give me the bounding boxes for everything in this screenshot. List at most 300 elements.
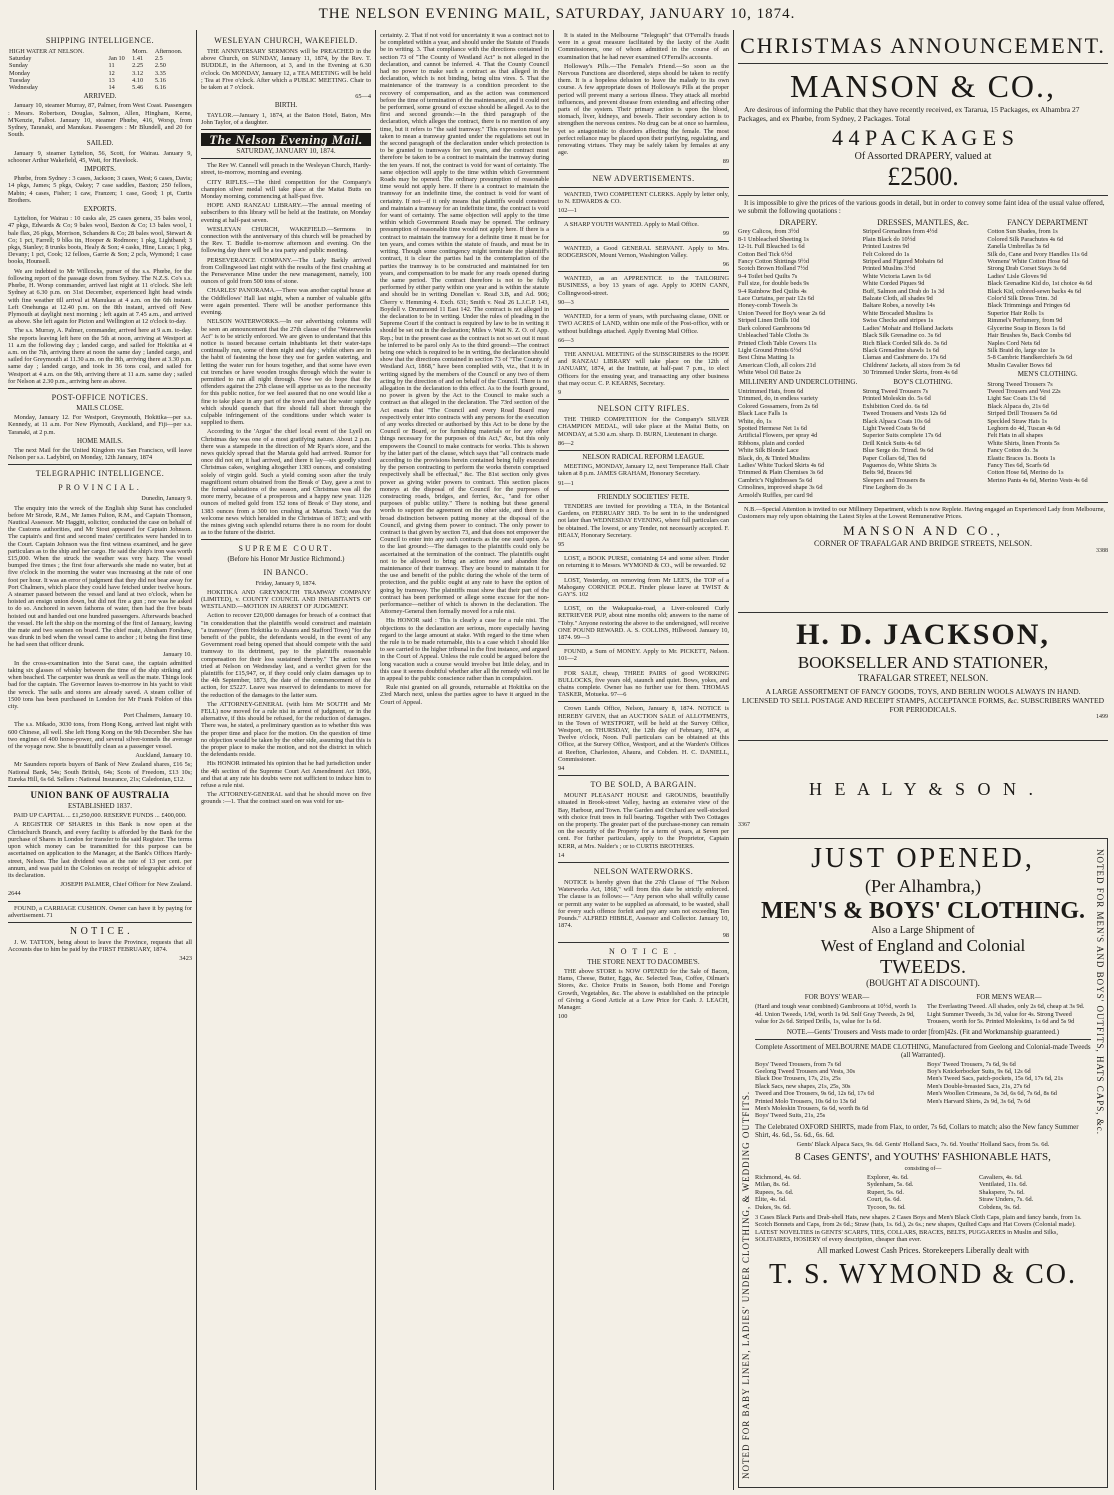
- crown-lands-notice: Crown Lands Office, Nelson, January 8, 1874. NOTICE is HEREBY GIVEN, that an AUCTION SALE of ALLOTMENTS, in the Town of WESTPORT, will be held at the Survey Office, Westport, on THURSDAY, the 12th day of February, 1874, at Twelve o'clock, Noon. Full particulars can be obtained at this Office, at the Survey Office, Westport, and at the Warden's Offices at Reefton, Charleston, Ahaura, and Cobden. H. C. DANIELL, Commissioner.: [558, 705, 729, 763]
- list-item: Ladies' Lisle Gloves 9d: [987, 272, 1047, 280]
- court-heading: SUPREME COURT.: [238, 544, 334, 554]
- bank-established: ESTABLISHED 1837.: [68, 802, 132, 811]
- list-item: Rupert, 5s. 6d.: [867, 1188, 904, 1196]
- list-item: Speckled Straw Hats 1s: [987, 417, 1047, 425]
- tide-header: Afternoon.: [154, 48, 183, 55]
- list-item: Full size, for double beds 9s: [738, 280, 810, 288]
- mens-heading: MEN'S CLOTHING.: [1017, 370, 1078, 379]
- list-item: Paguenos do, White Shirts 3s: [862, 462, 937, 469]
- editorial-paragraph: PERSEVERANCE COMPANY.—The Lady Barkly arrived from Collingwood last night with the results of the first crushing at the Perseverance Mine under the new management, namely, 100 ounces of gold from 500 tons of stone.: [201, 256, 371, 286]
- ad-number: 89: [722, 158, 729, 166]
- list-item: Boys' Tweed Trousers, 7s 6d, 9s 6d: [927, 1060, 1016, 1068]
- list-item: Unbleached Table Cloths 3s: [738, 332, 809, 340]
- dateline: January 10.: [162, 650, 192, 658]
- court-paragraph: His HONOR intimated his opinion that he had jurisdiction under the 4th section of the Supreme Court Act Amendment Act 1866, and that at any rate his doubts were not sufficient to induce him to refuse a rule nisi.: [201, 760, 371, 790]
- ad-number: 2644: [8, 890, 21, 898]
- wymond-tweeds: TWEEDS.: [879, 956, 967, 978]
- list-item: Lace Curtains, per pair 12s 6d: [738, 295, 814, 303]
- court-continued: His HONOR said : This is clearly a case for a rule nisi. The objections to the declaration are serious, more especially having regard to the large amount at stake. With regard to the time when the rule is to be made returnable, this is a case which I should like to see carried to the higher tribunal in the first instance, and argued in the Court of Appeal. Unless the rule could be argued before the long vacation such a course would involve but little delay, and in this case it seems doubtful whether after all the remedy will not lie in appeal to the public conscience rather than in compulsion.: [380, 617, 549, 683]
- list-item: Striped and Figured Mohairs 6d: [862, 258, 944, 266]
- wymond-boys-heading: FOR BOYS' WEAR—: [804, 993, 870, 1001]
- table-row: Sunday 11 2.25 2.50: [9, 62, 166, 70]
- wymond-clothing-head: MEN'S & BOYS' CLOTHING.: [760, 898, 1086, 924]
- wymond-west: West of England and Colonial: [820, 936, 1026, 955]
- manson-subtext: It is impossible to give the prices of the various goods in detail, but in order to convey some faint idea of the usual value offered, we submit the following quotations :: [738, 199, 1105, 215]
- arrived-heading: ARRIVED.: [83, 92, 117, 101]
- list-item: Black Lace Falls 1s: [738, 410, 788, 418]
- list-item: Men's Double-breasted Sacs, 21s, 27s 6d: [927, 1082, 1031, 1090]
- price-list: [738, 388, 859, 499]
- list-item: Black Grenadine shawls 1s 6d: [862, 346, 939, 354]
- wymond-side-text-right: NOTED FOR MEN'S AND BOYS' OUTFITS, HATS CAPS, &c.: [1095, 849, 1105, 1136]
- list-item: Black Grenadine Kid do, 1st choice 4s 6d: [987, 280, 1093, 288]
- ad-number: 66—3: [558, 336, 574, 344]
- list-item: Black Trimmings and Fringes 6d: [987, 302, 1071, 310]
- list-item: Light Sac Coats 13s 6d: [987, 395, 1046, 403]
- list-item: Court, 6s. 6d.: [867, 1196, 902, 1204]
- fete-text: TENDERS are invited for providing a TEA, in the Botanical Gardens, on FEBRUARY 3RD. To be sent in to the undersigned not later than WEDNESDAY EVENING, where full particulars can be obtained. The lowest, or any Tender, not necessarily accepted. F. HEALY, Honorary Secretary.: [558, 502, 729, 539]
- list-item: Fancy Ties 6d, Scarfs 6d: [987, 462, 1050, 469]
- list-item: 8-1 Unbleached Sheeting 1s: [738, 235, 809, 243]
- list-item: Drill Knick Suits 4s 6d: [862, 439, 921, 447]
- list-item: White Corded Piques 9d: [862, 280, 925, 288]
- wymond-oxford: The Celebrated OXFORD SHIRTS, made from Flax, to order, 7s 6d, Collars to match; also the New fancy Summer Shirt, 4s. 6d., 5s. 6d., 6s. 6d.: [755, 1122, 1079, 1139]
- list-item: Ladies' Mohair and Holland Jackets: [862, 324, 953, 332]
- jackson-advertisement: [738, 612, 1108, 732]
- dateline: Port Chalmers, January 10.: [123, 712, 192, 720]
- table-row: Wednesday 14 5.46 6.16: [9, 84, 166, 92]
- waterworks-text: NOTICE is hereby given that the 27th Clause of "The Nelson Waterworks Act, 1868," will from this date be strictly enforced. The clause is as follows:— "Any person who shall wilfully cause or permit any water to be supplied as aforesaid, to be wasted, shall for every such offence forfeit and pay any sum not exceeding Ten Pounds." ALFRED HIBBLE, Assessor and Collector. January 10, 1874.: [558, 879, 729, 930]
- shipping-heading: SHIPPING INTELLIGENCE.: [45, 36, 155, 45]
- list-item: Dark colored Gambroons 9d: [738, 324, 810, 332]
- manson-assorted: Of Assorted DRAPERY, valued at: [854, 151, 992, 162]
- list-item: White Shirts, linen Fronts 5s: [987, 439, 1060, 447]
- list-item: Black, do, & Tinted Muslins: [738, 454, 810, 462]
- column-4: [558, 32, 729, 1492]
- home-mails-heading: HOME MAILS.: [77, 436, 123, 445]
- editorial-paragraph: According to the 'Argus' the chief local event of the Lyell on Christmas day was one of a most gratifying nature. About 2 p.m. there was a stampede in the direction of Mr Ryan's store, and the news quickly spread that the Maruia gold had arrived. Rumor for once did not err, it had arrived, and there it lay—six goodly sized Christmas cakes, weighing altogether 1383 ounces, and consisting solely of virgin gold. Such a yield coming soon after the truly magnificent return obtained from the Break o' Day, gave a zest to the formal salutations of the season, and Christmas was all the more merry, because of a prosperous and a happy new year. 1126 ounces of melted gold from 152 tons of Break o' Day stone, and 1383 ounces from a 300 ton crushing at Maruia. Such was the welcome news which heralded in the Christmas of 1873; and with the mines giving such splendid returns there is no room for doubt as to the future of the district.: [201, 428, 371, 537]
- jackson-name: H. D. JACKSON,: [796, 618, 1050, 651]
- list-item: Boy's Knickerbocker Suits, 9s 6d, 12s 6d: [927, 1068, 1031, 1076]
- wymond-men-heading: FOR MEN'S WEAR—: [976, 993, 1042, 1001]
- provincial-text: Mr Saunders reports buyers of Bank of New Zealand shares, £16 5s; National Bank, 54s; South British, 64s; Scots of Freedom, £13 10s; Eureka Hill, 6s 6d. Sellers : National Insurance, 21s; Caledonian, £12.: [8, 761, 192, 783]
- list-item: Felt Hats in all shapes: [987, 432, 1043, 440]
- list-item: American Cloth, all colors 21d: [738, 361, 816, 369]
- list-item: Dukes, 9s. 6d.: [755, 1203, 791, 1211]
- list-item: Men's Moleskin Trousers, 6s 6d, worth 8s 6d: [755, 1105, 869, 1113]
- ad-number: 95: [558, 540, 565, 548]
- wymond-boys-text: (Hard and tough wear combined) Gambroons at 10½d, worth 1s 4d. Union Tweeds, 1/9d, worth 1s 9d. Snlf Gray Tweeds, 2s 9d, value for 2s 6d. Striped Drills, 1s, value for 1s 6d.: [755, 1003, 917, 1026]
- list-item: Honey-comb Towels 3s: [738, 302, 798, 310]
- arrived-text: January 10, steamer Murray, 87, Palmer, from West Coast. Passengers : Messrs. Robertson, Douglas, Salmon, Allen, Hingham, Kerne, M'Kenzie, Falbot. January 10, steamer Phœbe, 416, Worsp, from Sydney, Taranaki, and Manukau. Passengers : Mr Blundell, and 20 for South.: [8, 102, 192, 139]
- tide-table: [8, 48, 192, 91]
- bank-text: A REGISTER OF SHARES in this Bank is now open at the Christchurch Branch, and every facility is afforded by the Bank for the purchase of Shares in London for transfer to the said Register. The terms upon which money can be transmitted for this purpose can be ascertained on application to the Manager, at the Bank's Offices Hardy-street, Nelson. The last dividend was at the rate of 13 per cent. per annum, and was paid in the Colonies on receipt of telegraphic advice of its declaration.: [8, 821, 192, 879]
- wymond-alpaca: Gents' Black Alpaca Sacs, 9s. 6d. Gents' Holland Sacs, 7s. 6d. Youths' Holland Sacs, from 5s. 6d.: [796, 1140, 1050, 1148]
- list-item: Grey Calicos, from 3½d: [738, 228, 800, 236]
- manson-title: CHRISTMAS ANNOUNCEMENT.: [740, 33, 1106, 58]
- list-item: Light Tweed Coats 9s 6d: [862, 424, 926, 432]
- wymond-advertisement: [738, 838, 1108, 1488]
- list-item: Trimmed, do, in endless variety: [738, 395, 818, 403]
- list-item: Hair Brushes 9s, Back Combs 6d: [987, 332, 1071, 340]
- column-1: [8, 32, 192, 1492]
- ad-number: 9: [558, 388, 562, 396]
- manson-name: MANSON & CO.,: [789, 68, 1057, 104]
- list-item: Cotton Bed Tick 6½d: [738, 250, 793, 258]
- ad-number: 96: [722, 261, 729, 269]
- exports-heading: EXPORTS.: [83, 205, 117, 214]
- news-paragraph: It is stated in the Melbourne "Telegraph" that O'Ferrall's frauds were in a great measure facilitated by the laxity of the Audit Commissioners, one of whom admitted in the course of an examination that he had never examined O'Ferrall's accounts.: [558, 32, 729, 61]
- provincial-text: The s.s. Mikado, 3030 tons, from Hong Kong, arrived last night with 600 Chinese, all well. She left Hong Kong on the 9th December. She has two engines of 400 horse-power, and several silver-tonnels the average of the voyage now. She is beautifully clean as a passenger vessel.: [8, 721, 192, 751]
- price-list: [738, 228, 859, 376]
- list-item: Cavaliers, 4s. 6d.: [979, 1173, 1023, 1181]
- list-item: Black Alpaca do, 21s 6d: [987, 402, 1049, 410]
- wesleyan-text: THE ANNIVERSARY SERMONS will be PREACHED in the above Church, on SUNDAY, January 11, 1874, by the Rev. T. BUDDLE, in the Afternoon, at 3, and in the Evening at 6.30 o'clock. On MONDAY, January 12, a TEA MEETING will be held ; Tea at Five o'clock. After which a PUBLIC MEETING. Chair to be taken at 7 o'clock.: [201, 48, 371, 92]
- list-item: Baltare Robes, a novelty 14s: [862, 302, 935, 310]
- list-item: Color'd Silk Dress Trim. 3d: [987, 295, 1057, 303]
- list-item: Superior Suits complete 17s 6d: [862, 432, 942, 440]
- list-item: Printed Cloth Table Covers 11s: [738, 339, 817, 347]
- manson-fancy-col: [987, 217, 1108, 499]
- list-item: Ladies' White Tucked Skirts 4s 6d: [738, 462, 825, 469]
- list-item: Men's Harvard Shirts, 2s 9d, 3s 6d, 7s 6d: [927, 1097, 1031, 1105]
- list-item: Boys' Tweed Suits, 21s, 25s: [755, 1112, 826, 1120]
- list-item: Cotton Sun Shades, from 1s: [987, 228, 1058, 236]
- jackson-street: TRAFALGAR STREET, NELSON.: [857, 673, 989, 683]
- tide-header: Morn.: [132, 48, 148, 55]
- list-item: Striped Linen Drills 10d: [738, 317, 800, 325]
- list-item: Elite, 4s. 6d.: [755, 1196, 787, 1204]
- rifles-heading: NELSON CITY RIFLES.: [597, 404, 690, 414]
- list-item: Colored Gossamers, from 2s 6d: [738, 402, 818, 410]
- list-item: Zanella Umbrellas 3s 6d: [987, 243, 1050, 251]
- lost-ad: LOST, Yesterday, on removing from Mr LEE'S, the TOP of a Mahogany CORNICE POLE. Finder please leave at TWIST & GAY'S. 102: [558, 576, 729, 598]
- price-list: [987, 381, 1108, 485]
- list-item: Black Doe Trousers, 17s, 21s, 25s: [755, 1075, 841, 1083]
- lost-ad: LOST, a BOOK PURSE, containing £4 and some silver. Finder on returning it to Messrs. WYMOND & CO., will be rewarded. 92: [558, 555, 729, 570]
- shipping-news: The s.s. Murray, A. Palmer, commander, arrived here at 9 a.m. to-day. She reports leaving left here on the 5th at noon, arriving at Westport at 11 a.m the following day ; landed cargo, and sailed for Hokitika at 4 a.m. on the 7th, arriving there at noon the same day ; landed cargo, and sailed for Greymouth at 11.30 a.m. on the 8th, arriving there at 3.30 p.m. same day ; landed cargo, and took in 36 tons coal, and sailed for Westport at 4 a.m. on the 9th, arriving there at 11 a.m. same day ; sailed for Nelson at 2.30 p.m., arriving here as above.: [8, 327, 192, 385]
- jackson-line: A LARGE ASSORTMENT OF FANCY GOODS, TOYS, AND BERLIN WOOLS ALWAYS IN HAND.: [765, 687, 1081, 696]
- banco-heading: IN BANCO.: [263, 567, 309, 577]
- list-item: Superior Hair Rolls 1s: [987, 309, 1044, 317]
- list-item: Rupees, 5s. 6d.: [755, 1188, 794, 1196]
- list-item: Glycerine Soap in Boxes 1s 6d: [987, 324, 1066, 332]
- wymond-head: JUST OPENED,: [811, 843, 1035, 874]
- classified-ad: WANTED, a Good GENERAL SERVANT. Apply to Mrs. RODGERSON, Mount Vernon, Washington Valley.: [558, 244, 729, 259]
- list-item: Tweed Trousers and Vest 22s: [987, 387, 1061, 395]
- list-item: Felt Colored do 1s: [862, 250, 910, 258]
- list-item: Silk Braid do, large size 1s: [987, 346, 1056, 354]
- notice-heading: N O T I C E .: [608, 946, 679, 956]
- ad-number: 102—1: [558, 207, 577, 215]
- list-item: White Brocaded Muslins 1s: [862, 309, 933, 317]
- healy-name: H E A L Y & S O N .: [808, 779, 1037, 799]
- list-item: Cotton Hose 6d, Merino do 1s: [987, 469, 1064, 477]
- list-item: Elastic Braces 1s. Boots 1s: [987, 454, 1056, 462]
- list-item: Leghorn do 4d, Tuscan 4s 6d: [987, 424, 1061, 432]
- list-item: Tweed Trousers and Vests 12s 6d: [862, 410, 947, 418]
- list-item: Men's Tweed Sacs, patch-pockets, 15s 6d, 17s 6d, 21s: [927, 1075, 1063, 1083]
- list-item: Ventilated, 11s. 6d.: [979, 1181, 1028, 1189]
- list-item: Straw Unders, 7s. 6d.: [979, 1196, 1034, 1204]
- wymond-note: NOTE.—Gents' Trousers and Vests made to order [from]42s. (Fit and Workmanship guaranteed.): [786, 1027, 1060, 1036]
- manson-nb: N.B.—Special Attention is invited to our Millinery Department, which is now Replete. Having engaged an Experienced Lady from Melbourne, Customers may rely upon obtaining the Latest Styles at the Lowest Remunerative Prices.: [738, 506, 1106, 521]
- wymond-list: [755, 1061, 919, 1120]
- manson-footer: MANSON AND CO.,: [843, 522, 1003, 538]
- ad-number: 3423: [179, 955, 192, 963]
- column-rule: [375, 30, 376, 1490]
- new-ads-heading: NEW ADVERTISEMENTS.: [592, 173, 695, 183]
- court-subheading: (Before his Honor Mr Justice Richmond.): [227, 555, 345, 564]
- list-item: 9-4 Rainbow Bed Quilts 4s: [738, 287, 807, 295]
- list-item: Fancy Cotton Shirtings 9½d: [738, 258, 810, 266]
- manson-advertisement: [738, 32, 1108, 602]
- list-item: 9-4 Toilet bed Quilts 7s: [738, 272, 798, 280]
- list-item: Naples Cord Nets 6d: [987, 339, 1040, 347]
- wymond-men-text: The Everlasting Tweed. All shades, only 2s 6d, cheap at 3s 9d. Light Summer Tweeds, 3s 3d, value for 4s. Strong Tweed Trousers, worth for 5s. Printed Moleskins, 1s 6d and 5s 9d: [927, 1003, 1085, 1026]
- court-paragraph: The ATTORNEY-GENERAL (with him Mr SOUTH and Mr FELL) now moved for a rule nisi in arrest of judgment, or in the alternative, if this should be refused, for the reduction of damages. There was, he stated, a preliminary question as to whether this was the proper time and place for the motion. On the question of time no objection would be taken by the other side, assuming that this is the proper place to make the motion, and not the district in which the defendants reside.: [201, 700, 371, 759]
- table-row: Saturday Jan 10 1.41 2.5: [9, 55, 163, 63]
- list-item: 30 Trimmed Under Skirts, from 4s 6d: [862, 369, 958, 377]
- list-item: Spotted Hermese Net 1s 6d: [738, 424, 807, 432]
- list-item: Black Silk Grenadine co. 3s 6d: [862, 332, 942, 340]
- wymond-hats-list: [755, 1174, 1091, 1211]
- list-item: Black Sacs, new shapes, 21s, 25s, 30s: [755, 1082, 851, 1090]
- wymond-also: Also a Large Shipment of: [871, 925, 975, 936]
- waterworks-heading: NELSON WATERWORKS.: [593, 867, 694, 877]
- column-rule: [733, 30, 734, 1490]
- editorial-paragraph: CITY RIFLES.—The third competition for the Company's champion silver medal will take place at the Maitai Butts on Monday morning, commencing at half-past five.: [201, 178, 371, 201]
- fancy-heading: FANCY DEPARTMENT: [1007, 218, 1089, 227]
- list-item: Belts 9d, Braces 9d: [862, 469, 912, 477]
- jackson-trade: BOOKSELLER AND STATIONER,: [797, 653, 1049, 672]
- boys-heading: BOY'S CLOTHING.: [893, 377, 953, 386]
- court-paragraph: Action to recover £20,000 damages for breach of a contract that "in consideration that the plaintiffs would construct and maintain "a tramway" (from Hokitika to Ahaura and Stafford Town) "for the benefit of the public, the defendants would, in the event of any Government road being opened that should compete with the said tramway to its detriment, pay to the plaintiffs reasonable compensation for their loss sustained thereby." The action was tried at Nelson on Wednesday last, and a verdict given for the plaintiffs for £15,947, or, if they could only claim damages up to the 4th September, 1873, the date of the commencement of the action, for £5227. Leave was reserved to defendants to move for the reduction of the damages to the latter sum.: [201, 612, 371, 699]
- list-item: Sleepers and Trousers 8s: [862, 476, 926, 484]
- ad-number: 14: [558, 851, 565, 859]
- bargain-heading: TO BE SOLD, A BARGAIN.: [590, 780, 697, 790]
- radical-text: MEETING, MONDAY, January 12, next Temperance Hall. Chair taken at 8 p.m. JAMES GRAHAM, Honorary Secretary.: [558, 463, 729, 478]
- holloway-ad: Holloway's Pills.—The Female's Friend.—So soon as the Nervous Functions are disordered, steps should be taken to rectify them. It is a hopeless delusion to leave the malady to its own course. A few appropriate doses of Holloway's Pills at the proper period will prevent many a serious illness. They attack all morbid influences, and prevent disease from extending and affecting other parts of the system. Their primary action is upon the blood, stomach, liver, kidneys, and bowels. Their secondary action is to strengthen the nervous centres. No drug can be at once so harmless, yet so antagonistic to disorders affecting the female. The most perfect reliance may be placed upon their purifying, regulating, and renovating virtues. They may be safely taken by females at any age.: [558, 62, 729, 157]
- list-item: Muslin Cavalier Bows 6d: [987, 361, 1052, 369]
- imports-heading: IMPORTS.: [84, 165, 116, 174]
- list-item: Geelong Tweed Trousers and Vests, 30s: [755, 1068, 856, 1076]
- court-continued: certainty. 2. That if not void for uncertainty it was a contract not to be completed within a year, and should under the Statute of Frauds be in writing. 3. That compliance with the directions contained in section 73 of "The County of Westland Act" is not alleged in the declaration, and cannot be inferred. 4. That the County Council had no power to make such a contract as that alleged in the declaration, which is not binding, being ultra vires. 5. That the maintenance of the tramway is a condition precedent to the recovery of compensation, and as the action was commenced before the time of termination of the maintenance, and it could not be performed, some ground of excuse should be alleged. As to the first and second grounds:—In the third paragraph of the declaration, which alleges the contract, there is no mention of any time, but it refers to "the said tramway." This expression must be taken to mean a tramway granted under the regulations set out in the second paragraph of the declaration under which protection is to be granted to tramways for ten years, and the contract must therefore be taken to be a contract to maintain the tramway during the ten years. If not, the contract is void for want of certainty. The same objection will apply to the time within which Government Roads may be opened. The ordinary presumption of reasonable time would not apply here. If there is a contract to maintain the tramway for an indefinite time, the contract is void for want of certainty. If not—if it only means that plaintiffs would construct and maintain a tramway for an indefinite time, the contract is void for want of certainty. The same objection will apply to the time within which Government Roads may be opened. The ordinary presumption of reasonable time would not apply here. If there is a contract to maintain the tramway for a definite time it must be for ten years, and comes within the statute of frauds, and must be in writing. Though some contingency might terminate the plaintiff's contract, it is clear the parties had in the contemplation of the parties the tramway is to be constructed and maintained for ten years, and compensation to be made for any roads opened during the same period. The contract therefore is not to be fully performed by either party within one year and is within the statute and should be in writing Donellan v. Read 3.B, and Ad. 906; Cherry v. Hemming 4. Exch. 631; Smith v. Neal 26 L.J.C.P. 143, Boydell v. Drummond 11 East 142. The contract is not alleged in the declaration to be in writing. Under the rules of pleading in the Supreme Court if the contract is required by law to be in writing it should be set out in the declaration; Miles v. Watt N. Z. O. of App. Rep.; but in the present case as the contract is not so set out it must be inferred to be parol only As to the third ground:—The contract being one which is required to be in writing, the declaration should show that the directions contained in section 73 of "The County of Westland Act, 1868," have been complied with, viz., that it is in writing signed by the members of the Council or any two of them acting by the direction of and on behalf of the Council. There is no allegation in the declaration to this effect. As to the fourth ground, no power is given by the Act to the Council to make such a contract as that alleged in the declaration. The 73rd section of the Act enacts that "The Council and every Road Board may respectively enter into contracts with any persons for the execution of any works directed or authorised by this Act to be done by the Council or Board, or for furnishing materials or for any other things necessary for the purposes of this Act," &c, but this only empowers the Council to make contracts for works. This is shown by the latter part of the clause, which says that "all contracts made according to the provisions herein contained being fully executed by the person contracting to perform the works therein comprised respectively shall be effectual," &c. The 81st section only gives power as giving wider powers to contract. This section places moneys at the disposal of the Council for the purposes of constructing roads, bridges, and ferries, &c., "and for other purposes of public utility." There is nothing but these general words to support the agreement on the other side, and there is a broad distinction between putting money at the disposal of the Council, and giving them power to contract. The only power to contract is that given by section 73, and that does not empower the Council to enter into any such contracts as the one sued upon. As to the last ground:—The damages to the plaintiffs could only be ascertained at the termination of the contract. The plaintiffs ought not to be allowed to bring an action now and abandon the maintenance of their tramway. They are bound to maintain it for the use and benefit of the public during the whole of the term of protection, and the public ought at any rate to have the option of going by tramway. The plaintiffs must show that their part of the contract has been performed or allege some excuse for the non-performance—neither of which is shown in the declaration. The Attorney-General then formally moved for a rule nisi.: [380, 32, 549, 616]
- bank-capital: PAID UP CAPITAL ... £1,250,000. RESERVE FUNDS ... £400,000.: [13, 812, 187, 820]
- column-rule: [553, 30, 554, 1490]
- list-item: Plain Black do 10½d: [862, 235, 916, 243]
- column-2: [201, 32, 371, 1492]
- price-list: [987, 228, 1108, 369]
- list-item: Rich Black Corded Silk do. 3s 6d: [862, 339, 948, 347]
- list-item: Artificial Flowers, per spray 4d: [738, 432, 818, 440]
- ad-number: 65—4: [355, 93, 371, 101]
- ad-number: 1499: [1096, 714, 1108, 720]
- shipping-news: We are indebted to Mr Willcocks, purser of the s.s. Phœbe, for the following report of the passage down from Sydney. The N.Z.S. Co's s.s. Phœbe, H. Worsp commander, arrived last night at 11 o'clock. She left Sydney at 6.30 p.m. on 31st December, experienced light head winds with fine weather till arrival at Manukau at 4 a.m. on the 6th instant. Left Onehunga at 12.40 p.m. on the 8th instant, arrived off New Plymouth at daylight next morning ; left again at 7.45 a.m., and arrived as above. She left again for Picton and Wellington at 12 o'clock to-day.: [8, 267, 192, 326]
- imports-text: Phœbe, from Sydney : 3 cases, Jackson; 3 cases, West; 6 cases, Davis; 14 pkgs, James; 5 pkgs, Oakey; 7 case saddles, Baxton; 250 felloes, Mabin; 4 cases, Fisher; 1 caw, Franzen; 1 case, Good; 1 pt, Curtis Brothers.: [8, 175, 192, 204]
- provincial-text: The enquiry into the wreck of the English ship Surat has concluded before Mr Strode, R.M., Mr James Fulton, R.M., and Captain Thomson, Nautical Assessor. Mr Haggitt, solicitor, conducted the case on behalf of the Customs authorities, and Mr Stout appeared for Captain Johnson. The captain's and first and second mates' certificates were handed in to the Court. Captain Johnson was the first witness examined, and he gave particulars as to the ship and her cargo. He said the ship's iron was worth £15,000. When the struck the weather was very hazy. The vessel bumped five times ; the first four afterwards she made no water, but at five o'clock in the morning the water was increasing at the rate of one foot per hour. It was an error of judgment that they did not bear away for Port Chalmers, which place they could have fetched under twelve hours. A steamer passed between the vessel and land at two o'clock, when he hoisted an ensign union down, but did not fire a gun ; nor was he asked to do so. Anchored in seven fathoms of water, then had the five boats hoisted out and handed out one hundred passengers. Afterwards beached the vessel. He left the ship on the morning of the first of January, leaving the mate and two seamen on board. The chief mate, Abraham Forshaw, was drunk in bed when the vessel came to anchor ; it being the first time he had seen that officer drunk.: [8, 504, 192, 649]
- lost-ad: LOST, on the Wakapuaka-road, a Liver-coloured Curly RETRIEVER PUP, about nine months old; answers to the name of "Toby." Anyone restoring the above to the undersigned, will receive ONE POUND REWARD. A. S. COLLINS, Hillwood. January 10, 1874. 99—3: [558, 605, 729, 641]
- list-item: Cambric's Nightdresses 5s 6d: [738, 476, 813, 484]
- birth-text: TAYLOR.—January 1, 1874, at the Baton Hotel, Baton, Mrs John Taylor, of a daughter.: [201, 111, 371, 126]
- ad-number: 91—1: [558, 479, 574, 487]
- list-item: Strong Tweed Trousers 7s: [862, 387, 929, 395]
- editorial-paragraph: NELSON WATERWORKS.—In our advertising columns will be seen an announcement that the 27th clause of the "Waterworks Act" is to be strictly enforced. We are given to understand that this notice is issued because certain inhabitants let their water-taps continually run, some of them night and day ; whilst others are in the habit of fastening the hose they use for garden watering, and letting the water run for hours together, and that some have even cut trenches or have wooden troughs through which the water is permitted to run all night through. Now we do hope that the offenders against the 27th clause will apprise us as to the necessity for this public notice, for we feel assured that no one would like a fine to take place in any part of the town and that the water supply which should quench that fire should fall short through the culpable infringement of the conditions under which water is supplied to them.: [201, 318, 371, 427]
- ad-number: 86—2: [558, 439, 574, 447]
- sailed-text: January 9, steamer Lyttelton, 56, Scott, for Wairau. January 9, schooner Arthur Wakefield, 45, Watt, for Havelock.: [8, 149, 192, 164]
- price-list: [863, 228, 984, 376]
- wymond-consisting: consisting of—: [904, 1165, 942, 1172]
- list-item: Llamas and Cashmere do. 17s 6d: [862, 354, 947, 362]
- column-rule: [196, 30, 197, 1490]
- manson-intro: Are desirous of informing the Public that they have recently received, ex Tararua, 15 Packages, ex Alhambra 27 Packages, and ex Phœbe, from Sydney, 2 Packages. Total: [738, 105, 1080, 123]
- table-row: Tuesday 13 4.10 5.16: [9, 76, 166, 84]
- wymond-complete: Complete Assortment of MELBOURNE MADE CLOTHING, Manufactured from Geelong and Colonial-made Tweeds (all Warranted).: [755, 1042, 1091, 1059]
- wymond-subhead: (Per Alhambra,): [865, 876, 981, 896]
- list-item: Swiss Checks and stripes 1s: [862, 317, 934, 325]
- wymond-name: T. S. WYMOND & CO.: [769, 1258, 1077, 1290]
- tide-header: HIGH WATER AT NELSON.: [9, 48, 84, 55]
- wymond-hats: 8 Cases GENTS', and YOUTHS' FASHIONABLE HATS,: [795, 1150, 1051, 1163]
- found-cushion-ad: FOUND, a CARRIAGE CUSHION. Owner can have it by paying for advertisement. 71: [8, 904, 192, 919]
- dateline: Dunedin, January 9.: [141, 495, 192, 503]
- wymond-bought: (BOUGHT AT A DISCOUNT).: [866, 978, 980, 988]
- list-item: Explorer, 4s. 6d.: [867, 1173, 909, 1181]
- list-item: 5-8 Cambric Handkerchiefs 3s 6d: [987, 354, 1073, 362]
- list-item: Boys' Tweed Trousers, from 7s 6d: [755, 1060, 841, 1068]
- mails-text: Monday, January 12. For Westport, Greymouth, Hokitika—per s.s. Kennedy, at 11 a.m. For New Plymouth, Auckland, and Fiji—per s.s. Taranaki, at 2 p.m.: [8, 414, 192, 436]
- manson-drapery-col: [738, 217, 859, 499]
- list-item: Striped Drill Trousers 5s 6d: [987, 410, 1058, 418]
- ad-number: 98: [722, 931, 729, 939]
- ad-number: 3388: [1096, 547, 1108, 554]
- list-item: White Victoria Lawn 1s 6d: [862, 272, 931, 280]
- millinery-heading: MILLINERY AND UNDERCLOTHING.: [739, 377, 858, 386]
- notice-text: J. W. TATTON, being about to leave the Province, requests that all Accounts due to him be paid by the FIRST FEBRUARY, 1874.: [8, 938, 192, 954]
- editorial-paragraph: CHARLES' PANORAMA.—There was another capital house at the Oddfellows' Hall last night, when a number of valuable gifts were again presented. There will be another performance this evening.: [201, 287, 371, 317]
- dacombe-text: THE above STORE is NOW OPENED for the Sale of Bacon, Hams, Cheese, Butter, Eggs, &c. Selected Teas, Coffee, Oilman's Stores, &c. Choice Fruits in Season, both Home and Foreign Growth, Vegetables, &c. The above is established on the principle of Giving a Good Article at a Low Price for Cash. J. LEACH, Manager.: [558, 967, 729, 1011]
- list-item: Blue Serge do. Trimd. 9s 6d: [862, 447, 934, 455]
- jackson-line: LICENSED TO SELL POSTAGE AND RECEIPT STAMPS, ACCEPTANCE FORMS, &c. SUBSCRIBERS WANTED FOR PERIODICALS.: [741, 696, 1104, 714]
- editorial-paragraph: HOPE AND RANZAU LIBRARY.—The annual meeting of subscribers to this library will be held at the Institute, on Monday evening at half-past seven.: [201, 202, 371, 224]
- provincial-text: In the cross-examination into the Surat case, the captain admitted taking six glasses of whisky between the time of the ship striking and when beached. The carpenter was drunk as well as the mate. Things look bad for the captain. The Governor leaves to-morrow in his yacht to visit the wreck. The sails and stores are already saved. A steam collier of 1500 tons has been purchased in London for Mr Frank Foldon of this city.: [8, 659, 192, 711]
- ad-number: 3367: [738, 822, 750, 828]
- newspaper-flag: The Nelson Evening Mail.: [201, 133, 371, 146]
- list-item: Black Alpaca Coats 10s 6d: [862, 417, 931, 425]
- masthead: THE NELSON EVENING MAIL, SATURDAY, JANUARY 10, 1874.: [318, 6, 796, 22]
- list-item: Union Tweed for Boy's wear 2s 6d: [738, 309, 826, 317]
- notice-heading: N O T I C E .: [69, 925, 131, 937]
- list-item: Childrens' Jackets, all sizes from 3s 6d: [862, 361, 961, 369]
- editorial-paragraph: WESLEYAN CHURCH, WAKEFIELD.—Sermons in connection with the anniversary of this church will be preached by the Rev. T. Buddle to-morrow afternoon and evening. On the following day there will be a tea party and public meeting.: [201, 225, 371, 255]
- issue-date: SATURDAY, JANUARY 10, 1874.: [236, 147, 336, 156]
- provincial-heading: PROVINCIAL.: [58, 483, 142, 493]
- list-item: Womens' White Cotton Hose 6d: [987, 258, 1069, 266]
- list-item: Silk do, Cane and Ivory Handles 11s 6d: [987, 250, 1088, 258]
- bargain-text: MOUNT PLEASANT HOUSE and GROUNDS, beautifully situated in Brook-street Valley, having an extensive view of the Bay, Harbour, and Town. The Garden and Orchard are well-stocked with choice fruit trees in full bearing. Together with Two Cottages on the property. The greater part of the purchase-money can remain on the security of the Property for a term of years, at Seven per cent. For further particulars, apply to the Proprietor, Captain KERR, at Mrs. Nalder's ; or to CURTIS BROTHERS.: [558, 792, 729, 850]
- wymond-marked: All marked Lowest Cash Prices. Storekeepers Liberally dealt with: [817, 1245, 1029, 1255]
- dresses-heading: DRESSES, MANTLES, &c.: [877, 218, 969, 227]
- list-item: Richmond, 4s. 6d.: [755, 1173, 802, 1181]
- list-item: Tycoon, 9s. 6d.: [867, 1203, 906, 1211]
- court-date: Friday, January 9, 1874.: [255, 579, 317, 587]
- ad-number: 94: [558, 765, 565, 773]
- list-item: White, do, 1s: [738, 417, 772, 425]
- bank-heading: UNION BANK OF AUSTRALIA: [30, 790, 170, 801]
- ad-number: 99: [722, 230, 729, 238]
- list-item: Striped Grenadines from 4½d: [862, 228, 938, 236]
- list-item: Printed Molo Trousers, 10s 6d to 13s 6d: [755, 1097, 857, 1105]
- dacombe-heading: THE STORE NEXT TO DACOMBE'S.: [587, 957, 700, 966]
- fete-heading: FRIENDLY SOCIETIES' FETE.: [597, 492, 690, 501]
- list-item: Armold's Ruffles, per card 9d: [738, 491, 813, 499]
- classified-ad: WANTED, TWO COMPETENT CLERKS. Apply by letter only, to N. EDWARDS & CO.: [558, 190, 729, 205]
- healy-advertisement: [738, 740, 1108, 830]
- list-item: Trimmed & Plain Chemises 3s 6d: [738, 469, 824, 477]
- price-list: [863, 388, 984, 492]
- editorial-paragraph: The Rev W. Cannell will preach in the Wesleyan Church, Hardy-street, to-morrow, morning and evening.: [201, 162, 371, 177]
- dateline: Auckland, January 10.: [135, 752, 192, 760]
- list-item: Cobdens, 9s. 6d.: [979, 1203, 1021, 1211]
- exports-text: Lyttelton, for Wairau : 10 casks ale, 25 cases genera, 35 bales wool, 47 pkgs, Edwards & Co; 9 bales wool, Baxton & Co; 13 bales wool, 1 bale flax, 26 pkgs, Morrison, Schanders & Co; 28 bales wool, Stewart & Co; 1 pct, Farrell; 9 blks tin, Hooper & Rodmore; 1 pkg, Lightband; 3 pkgs, Stanley; 8 trunks boots, Healy & Son; 4 casks, Hine, Lucas; 1 pkg, Devany; 1 pct, Cook; 12 felloes, Garrie & Son; 2 pcls, Wymond; 1 case books, Hounsell.: [8, 215, 192, 266]
- home-mails-text: The next Mail for the United Kingdom via San Francisco, will leave Nelson per s.s. Ladybird, on Monday, 12th January, 1874: [8, 446, 192, 462]
- list-item: Untrimmed Hats, from 6d: [738, 387, 804, 395]
- list-item: Rimmel's Perfumery, from 9d: [987, 317, 1063, 325]
- list-item: Tweed and Doe Trousers, 9s 6d, 12s 6d, 17s 6d: [755, 1090, 874, 1098]
- ad-number: 100: [558, 1013, 568, 1021]
- list-item: Best China Matting 1s: [738, 354, 795, 362]
- list-item: Ribbons, plain and corded: [738, 439, 805, 447]
- list-item: Printed Moleskin do. 5s 6d: [862, 395, 931, 403]
- list-item: Balzate Cloth, all shades 9d: [862, 295, 933, 303]
- sailed-heading: SAILED.: [86, 139, 114, 148]
- classified-ad: WANTED, for a term of years, with purchasing clause, ONE or TWO ACRES of LAND, within one mile of the Post-office, with or without buildings attached. Apply Evening Mail Office.: [558, 313, 729, 335]
- list-item: 12-1t. Full Bleached 1s 6d: [738, 243, 805, 251]
- list-item: Black Kid, colored-sewn backs 4s 6d: [987, 287, 1082, 295]
- classified-ad: A SHARP YOUTH WANTED. Apply to Mail Office.: [564, 221, 699, 229]
- ad-number: 90—3: [558, 298, 574, 306]
- radical-heading: NELSON RADICAL REFORM LEAGUE.: [582, 452, 705, 461]
- drapery-heading: DRAPERY.: [779, 218, 818, 227]
- list-item: Strong Tweed Trousers 7s: [987, 380, 1053, 388]
- list-item: Paper Collars 6d, Ties 6d: [862, 454, 927, 462]
- manson-address: CORNER OF TRAFALGAR AND BRIDGE STREETS, NELSON.: [814, 538, 1032, 548]
- classified-ad: THE ANNUAL MEETING of the SUBSCRIBERS to the HOPE and RANZAU LIBRARY will take place on the 12th of JANUARY, 1874, at the Institute, at half-past 7 p.m., to elect Officers for the ensuing year, and transacting any other business that may occur. C. P. KEARNS, Secretary.: [558, 350, 729, 387]
- court-continued: Rule nisi granted on all grounds, returnable at Hokitika on the 23rd March next, unless the parties agree to have it argued in the Court of Appeal.: [380, 684, 549, 706]
- found-ad: FOUND, a Sum of MONEY. Apply to Mr. PICKETT, Nelson. 101—2: [558, 648, 729, 663]
- list-item: White Silk Blonde Lace: [738, 447, 799, 455]
- bank-signature: JOSEPH PALMER, Chief Officer for New Zealand.: [60, 881, 192, 889]
- court-case-title: HOKITIKA AND GREYMOUTH TRAMWAY COMPANY (LIMITED), v. COUNTY COUNCIL AND INHABITANTS OF WESTLAND.—MOTION IN ARREST OF JUDGMENT.: [201, 588, 371, 611]
- list-item: Colored Silk Parachutes 4s 6d: [987, 235, 1064, 243]
- manson-packages: 4 4 P A C K A G E S: [832, 125, 1014, 150]
- list-item: Printed Muslins 3½d: [862, 265, 916, 273]
- list-item: Fine Leghorn do 3s: [862, 484, 912, 492]
- rifles-text: THE THIRD COMPETITION for the Company's SILVER CHAMPION MEDAL, will take place at the Maitai Butts, on MONDAY, at 5.30 a.m. sharp. D. BURN, Lieutenant in charge.: [558, 416, 729, 438]
- mails-heading: MAILS CLOSE.: [76, 403, 124, 412]
- list-item: Men's Woollen Crimeans, 3s 3d, 6s 6d, 7s 6d, 8s 6d: [927, 1090, 1057, 1098]
- manson-dresses-col: [863, 217, 984, 499]
- classified-ad: WANTED, as an APPRENTICE to the TAILORING BUSINESS, a boy 13 years of age. Apply to JOHN CANN, Collingwood-street.: [558, 275, 729, 297]
- column-3: [380, 32, 549, 1492]
- list-item: Milan, 8s. 6d.: [755, 1181, 790, 1189]
- list-item: White Wool Oil Baize 2s: [738, 369, 802, 377]
- wymond-side-text-left: NOTED FOR BABY LINEN, LADIES' UNDER CLOTHING, & WEDDING OUTFITS.: [741, 1090, 751, 1479]
- table-row: Monday 12 3.12 3.35: [9, 69, 166, 77]
- telegraph-heading: TELEGRAPHIC INTELLIGENCE.: [35, 469, 165, 479]
- list-item: Printed Lustres 9d: [862, 243, 909, 251]
- list-item: Merino Pants 4s 6d, Merino Vests 4s 6d: [987, 476, 1088, 484]
